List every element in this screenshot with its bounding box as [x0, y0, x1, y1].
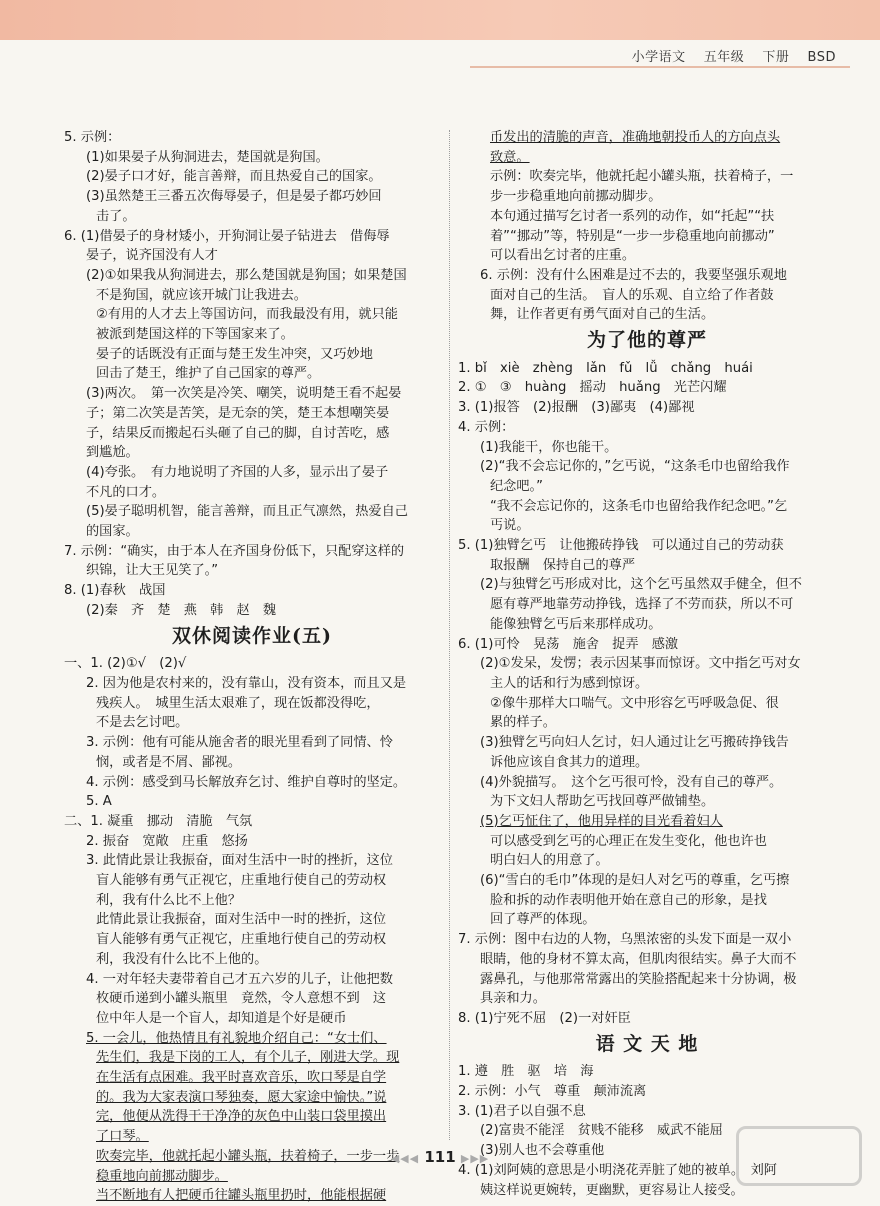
answer-line: 诉他应该自食其力的道理。: [490, 754, 649, 770]
answer-line: 脸和拆的动作表明他开始在意自己的形象，是找: [490, 892, 767, 908]
answer-line: 1. 遵 胜 驱 培 海: [458, 1064, 594, 1080]
section-title-weekend-reading: 双休阅读作业(五): [172, 624, 332, 647]
answer-line: 在生活有点困难。我平时喜欢音乐，吹口琴是自学: [96, 1070, 387, 1086]
answer-line: 被派到楚国这样的下等国家来了。: [96, 327, 294, 343]
answer-line: (2)“我不会忘记你的，”乞丐说，“这条毛巾也留给我作: [480, 459, 790, 475]
answer-line: 悯，或者是不屑、鄙视。: [96, 754, 242, 770]
answer-line: 利，我有什么比不上他？: [96, 892, 242, 908]
answer-line: (2)晏子口才好，能言善辩，而且热爱自己的国家。: [86, 169, 382, 185]
page-number: 111: [424, 1148, 456, 1166]
watermark-logo: [736, 1126, 862, 1186]
answer-line: 的国家。: [86, 524, 139, 540]
answer-line: 示例：吹奏完毕，他就托起小罐头瓶，扶着椅子，一: [490, 169, 794, 185]
answer-line: 先生们，我是下岗的工人，有个儿子，刚进大学。现: [96, 1050, 400, 1066]
answer-line: 回了尊严的体现。: [490, 912, 596, 928]
answer-line: 2. 示例：小气 尊重 颠沛流离: [458, 1084, 647, 1100]
answer-line: (5)乞丐怔住了，他用异样的目光看着妇人: [480, 813, 723, 829]
answer-line: (4)外貌描写。 这个乞丐很可怜，没有自己的尊严。: [480, 774, 783, 790]
answer-line: 能像独臂乞丐后来那样成功。: [490, 616, 662, 632]
answer-line: 8. (1)宁死不屈 (2)一对奸臣: [458, 1010, 631, 1026]
top-decor-band: [0, 0, 880, 40]
answer-line: 稳重地向前挪动脚步。: [96, 1168, 228, 1184]
answer-line: 8. (1)春秋 战国: [64, 583, 166, 599]
answer-line: 致意。: [490, 149, 530, 165]
answer-line: 纪念吧。”: [490, 478, 543, 494]
header-grade: 五年级: [703, 50, 745, 65]
answer-line: 2. 因为他是农村来的，没有靠山，没有资本，而且又是: [86, 675, 407, 691]
answer-line: (3)两次。 第一次笑是冷笑、嘲笑，说明楚王看不起晏: [86, 386, 402, 402]
answer-line: 6. 示例：没有什么困难是过不去的，我要坚强乐观地: [480, 267, 787, 283]
answer-line: 主人的话和行为感到惊讶。: [490, 675, 649, 691]
answer-line: 7. 示例：图中右边的人物，乌黑浓密的头发下面是一双小: [458, 932, 792, 948]
answer-line: 5. 一会儿，他热情且有礼貌地介绍自己：“女士们、: [86, 1030, 387, 1046]
answer-line: (5)晏子聪明机智，能言善辩，而且正气凛然，热爱自己: [86, 504, 408, 520]
answer-line: 当不断地有人把硬币往罐头瓶里扔时，他能根据硬: [96, 1188, 387, 1204]
answer-line: 了口琴。: [96, 1129, 149, 1145]
answer-line: 二、1. 凝重 挪动 清脆 气氛: [64, 813, 253, 829]
answer-line: 丐说。: [490, 518, 530, 534]
answer-line: 盲人能够有勇气正视它，庄重地行使自己的劳动权: [96, 873, 387, 889]
answer-line: 取报酬 保持自己的尊严: [490, 557, 636, 573]
prev-arrows-icon: ◀◀◀: [390, 1152, 420, 1165]
answer-line: 面对自己的生活。 盲人的乐观、自立给了作者鼓: [490, 287, 774, 303]
answer-line: 不凡的口才。: [86, 484, 166, 500]
header-term: 下册: [762, 50, 790, 65]
answer-line: 露鼻孔，与他那常常露出的笑脸搭配起来十分协调，极: [480, 971, 797, 987]
answer-line: 1. bǐ xiè zhèng lǎn fǔ lǚ chǎng huái: [458, 360, 753, 376]
answer-line: (1)如果晏子从狗洞进去，楚国就是狗国。: [86, 149, 329, 165]
section-title-chinese-world: 语 文 天 地: [595, 1032, 699, 1055]
answer-line: 7. 示例：“确实，由于本人在齐国身份低下，只配穿这样的: [64, 543, 405, 559]
answer-line: 可以看出乞讨者的庄重。: [490, 248, 636, 264]
answer-line: 3. (1)君子以自强不息: [458, 1103, 586, 1119]
answer-line: 明白妇人的用意了。: [490, 853, 609, 869]
answer-line: 本句通过描写乞讨者一系列的动作，如“托起”“扶: [490, 208, 775, 224]
answer-line: 3. 此情此景让我振奋，面对生活中一时的挫折，这位: [86, 853, 393, 869]
answer-line: 枚硬币递到小罐头瓶里 竟然，令人意想不到 这: [96, 991, 387, 1007]
answer-line: 织锦，让大王见笑了。”: [86, 563, 219, 579]
answer-line: (3)虽然楚王三番五次侮辱晏子，但是晏子都巧妙回: [86, 189, 382, 205]
answer-line: 回击了楚王，维护了自己国家的尊严。: [96, 366, 321, 382]
answer-line: 2. ① ③ huàng 摇动 huǎng 光芒闪耀: [458, 380, 727, 396]
answer-line: 步一步稳重地向前挪动脚步。: [490, 189, 662, 205]
answer-line: 击了。: [96, 208, 136, 224]
next-arrows-icon: ▶▶▶: [460, 1152, 490, 1165]
header-subject: 小学语文: [631, 50, 686, 65]
answer-line: 可以感受到乞丐的心理正在发生变化，他也许也: [490, 833, 767, 849]
book-header: [632, 46, 836, 65]
answer-line: 具亲和力。: [480, 991, 546, 1007]
answer-line: 累的样子。: [490, 715, 556, 731]
answer-line: 4. 一对年轻夫妻带着自己才五六岁的儿子，让他把数: [86, 971, 393, 987]
left-column: [64, 128, 440, 1206]
answer-line: 位中年人是一个盲人，却知道是个好是硬币: [96, 1010, 347, 1026]
answer-line: 2. 振奋 宽敞 庄重 悠扬: [86, 833, 248, 849]
answer-line: (1)我能干，你也能干。: [480, 439, 618, 455]
answer-line: 晏子的话既没有正面与楚王发生冲突，又巧妙地: [96, 346, 373, 362]
answer-line: (2)①如果我从狗洞进去，那么楚国就是狗国；如果楚国: [86, 267, 407, 283]
answer-line: 舞，让作者更有勇气面对自己的生活。: [490, 307, 715, 323]
answer-line: 6. (1)借晏子的身材矮小，开狗洞让晏子钻进去 借侮辱: [64, 228, 390, 244]
answer-line: 4. 示例：感受到马长解放弃乞讨、维护自尊时的坚定。: [86, 774, 407, 790]
right-column: [458, 128, 836, 1200]
answer-line: 的。我为大家表演口琴独奏，愿大家途中愉快。”说: [96, 1089, 387, 1105]
answer-line: (6)“雪白的毛巾”体现的是妇人对乞丐的尊重，乞丐擦: [480, 873, 790, 889]
answer-line: 完，他便从洗得干干净净的灰色中山装口袋里摸出: [96, 1109, 387, 1125]
answer-line: 姨这样说更婉转，更幽默，更容易让人接受。: [480, 1182, 744, 1198]
answer-line: 盲人能够有勇气正视它，庄重地行使自己的劳动权: [96, 932, 387, 948]
answer-line: 5. 示例：: [64, 130, 121, 145]
answer-line: ②有用的人才去上等国访问，而我最没有用，就只能: [96, 307, 398, 323]
answer-line: 3. 示例：他有可能从施舍者的眼光里看到了同情、怜: [86, 735, 393, 751]
answer-line: (2)与独臂乞丐形成对比，这个乞丐虽然双手健全，但不: [480, 577, 802, 593]
answer-line: 子，结果反而搬起石头砸了自己的脚，自讨苦吃，感: [86, 425, 390, 441]
answer-line: 吹奏完毕，他就托起小罐头瓶，扶着椅子，一步一步: [96, 1148, 400, 1164]
answer-line: 眼睛，他的身材不算太高，但肌肉很结实。鼻子大而不: [480, 951, 797, 967]
answer-line: 愿有尊严地靠劳动挣钱，选择了不劳而获，所以不可: [490, 597, 794, 613]
answer-line: 此情此景让我振奋，面对生活中一时的挫折，这位: [96, 912, 387, 928]
column-divider: [449, 130, 450, 1140]
answer-line: (3)独臂乞丐向妇人乞讨，妇人通过让乞丐搬砖挣钱告: [480, 735, 789, 751]
answer-line: 残疾人。 城里生活太艰难了，现在饭都没得吃，: [96, 695, 380, 711]
answer-line: 为下文妇人帮助乞丐找回尊严做铺垫。: [490, 794, 715, 810]
section-title-for-his-dignity: 为了他的尊严: [586, 329, 707, 352]
header-rule: [470, 66, 850, 68]
answer-line: 币发出的清脆的声音，准确地朝投币人的方向点头: [490, 130, 781, 145]
answer-line: 着”“挪动”等，特别是“一步一步稳重地向前挪动”: [490, 228, 775, 244]
answer-line: 5. A: [86, 794, 112, 810]
answer-line: 6. (1)可怜 晃荡 施舍 捉弄 感激: [458, 636, 679, 652]
answer-line: 不是去乞讨吧。: [96, 715, 189, 731]
answer-line: 4. (1)刘阿姨的意思是小明浇花弄脏了她的被单。 刘阿: [458, 1162, 777, 1178]
answer-line: (2)①发呆，发愣；表示因某事而惊讶。文中指乞丐对女: [480, 656, 801, 672]
answer-line: ②像牛那样大口喘气。文中形容乞丐呼吸急促、很: [490, 695, 779, 711]
answer-line: 利，我没有什么比不上他的。: [96, 951, 268, 967]
answer-line: 4. 示例：: [458, 419, 515, 435]
answer-line: (3)别人也不会尊重他: [480, 1143, 605, 1159]
answer-line: (2)富贵不能淫 贫贱不能移 威武不能屈: [480, 1123, 723, 1139]
header-edition: BSD: [807, 50, 836, 65]
answer-line: “我不会忘记你的，这条毛巾也留给我作纪念吧。”乞: [490, 498, 788, 514]
answer-line: 3. (1)报答 (2)报酬 (3)鄙夷 (4)鄙视: [458, 400, 695, 416]
answer-line: (4)夸张。 有力地说明了齐国的人多，显示出了晏子: [86, 464, 389, 480]
answer-line: 5. (1)独臂乞丐 让他搬砖挣钱 可以通过自己的劳动获: [458, 538, 784, 554]
answer-line: 到尴尬。: [86, 445, 139, 461]
answer-line: 子；第二次笑是苦笑，是无奈的笑，楚王本想嘲笑晏: [86, 405, 390, 421]
answer-line: 不是狗国，就应该开城门让我进去。: [96, 287, 307, 303]
answer-line: 一、1. (2)①√ (2)√: [64, 656, 187, 672]
answer-line: (2)秦 齐 楚 燕 韩 赵 魏: [86, 602, 277, 618]
answer-line: 晏子，说齐国没有人才: [86, 248, 218, 264]
